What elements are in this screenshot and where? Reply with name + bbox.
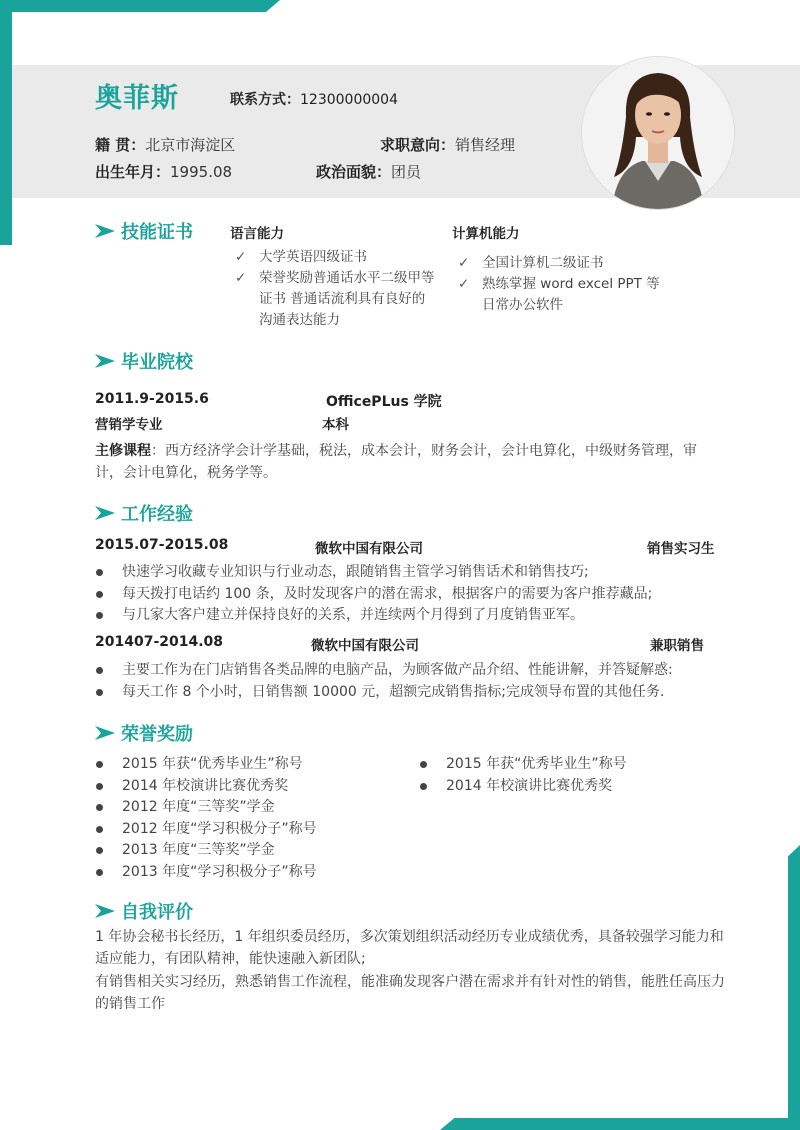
job-duties-list	[92, 660, 732, 703]
courses-label: 主修课程	[95, 443, 151, 459]
degree: 本科	[322, 417, 349, 433]
honors-list-right	[416, 754, 716, 797]
list-item: ✓ 全国计算机二级证书	[458, 253, 663, 274]
bullet-icon	[420, 783, 427, 790]
job-period: 201407-2014.08	[95, 634, 224, 650]
contact-label: 联系方式：	[230, 92, 300, 108]
section-title-skills	[95, 218, 193, 244]
bullet-icon	[96, 869, 103, 876]
intent-label: 求职意向：	[380, 136, 456, 154]
job-role: 兼职销售	[650, 638, 704, 654]
portrait-photo	[582, 57, 734, 209]
birth-value: 1995.08	[170, 163, 233, 181]
list-item: 快速学习收藏专业知识与行业动态，跟随销售主管学习销售话术和销售技巧;	[92, 562, 732, 584]
bullet-icon	[96, 847, 103, 854]
contact-line	[230, 89, 398, 109]
list-item: 2013 年度“学习积极分子”称号	[92, 862, 412, 884]
bullet-icon	[96, 591, 103, 598]
list-item: 2012 年度“学习积极分子”称号	[92, 819, 412, 841]
native-value: 北京市海淀区	[145, 136, 236, 154]
list-item: 与几家大客户建立并保持良好的关系，并连续两个月得到了月度销售亚军。	[92, 605, 732, 627]
list-item: 每天拨打电话约 100 条，及时发现客户的潜在需求，根据客户的需要为客户推荐藏品;	[92, 584, 732, 606]
corner-frame-bottom-right-horizontal	[440, 1118, 800, 1130]
list-item: ✓ 大学英语四级证书	[235, 247, 435, 268]
corner-frame-top-left-vertical	[0, 0, 12, 245]
section-title-honors	[95, 720, 193, 746]
section-title-self-evaluation	[95, 898, 193, 924]
birth-label: 出生年月：	[95, 163, 171, 181]
job-period: 2015.07-2015.08	[95, 537, 229, 553]
job-company: 微软中国有限公司	[315, 541, 423, 557]
courses-text: ：西方经济学会计学基础，税法，成本会计，财务会计，会计电算化，中级财务管理，审计，会计电算化，税务学等。	[95, 443, 697, 481]
bullet-icon	[96, 689, 103, 696]
bullet-icon	[96, 761, 103, 768]
job-intent	[380, 134, 515, 155]
list-item: ✓ 荣誉奖励普通话水平二级甲等证书 普通话流利具有良好的沟通表达能力	[235, 270, 435, 328]
check-icon: ✓	[235, 270, 247, 286]
corner-frame-top-left-horizontal	[0, 0, 280, 12]
language-skill-heading: 语言能力	[230, 226, 284, 242]
birth-date	[95, 161, 232, 182]
major: 营销学专业	[95, 417, 163, 433]
bullet-icon	[96, 826, 103, 833]
list-item: 2015 年获“优秀毕业生”称号	[92, 754, 412, 776]
list-item: 主要工作为在门店销售各类品牌的电脑产品，为顾客做产品介绍、性能讲解，并答疑解惑:	[92, 660, 732, 682]
native-place	[95, 134, 235, 155]
computer-skill-list	[458, 253, 663, 316]
section-title-education	[95, 348, 193, 374]
school-name: OfficePLus 学院	[326, 394, 442, 410]
section-title-work	[95, 500, 193, 526]
bullet-icon	[420, 761, 427, 768]
education-period: 2011.9-2015.6	[95, 391, 209, 407]
bullet-icon	[96, 804, 103, 811]
intent-value: 销售经理	[455, 136, 516, 154]
bullet-icon	[96, 783, 103, 790]
check-icon: ✓	[458, 276, 470, 292]
chevron-right-icon	[95, 726, 115, 740]
corner-frame-bottom-right-vertical	[788, 845, 800, 1130]
political-value: 团员	[391, 163, 422, 181]
language-skill-list	[235, 247, 435, 331]
honors-list-left	[92, 754, 412, 883]
check-icon: ✓	[235, 249, 247, 265]
skills-title-text: 技能证书	[121, 222, 193, 243]
work-title-text: 工作经验	[121, 504, 193, 525]
political-status	[316, 161, 421, 182]
honors-title-text: 荣誉奖励	[121, 724, 193, 745]
list-item: 2012 年度“三等奖”学金	[92, 797, 412, 819]
list-item: 每天工作 8 个小时，日销售额 10000 元，超额完成销售指标;完成领导布置的其他任务.	[92, 682, 732, 704]
native-label: 籍 贯：	[95, 136, 146, 154]
job-role: 销售实习生	[647, 541, 715, 557]
self-eval-paragraph: 有销售相关实习经历，熟悉销售工作流程，能准确发现客户潜在需求并有针对性的销售，能胜任高压力的销售工作	[95, 974, 725, 1012]
avatar	[582, 57, 734, 209]
list-item: 2015 年获“优秀毕业生”称号	[416, 754, 716, 776]
job-duties-list	[92, 562, 732, 627]
bullet-icon	[96, 667, 103, 674]
list-item: 2014 年校演讲比赛优秀奖	[92, 776, 412, 798]
self-eval-title-text: 自我评价	[121, 902, 193, 923]
list-item: ✓ 熟练掌握 word excel PPT 等日常办公软件	[458, 276, 660, 313]
job-company: 微软中国有限公司	[311, 638, 419, 654]
chevron-right-icon	[95, 904, 115, 918]
political-label: 政治面貌：	[316, 163, 392, 181]
list-item: 2014 年校演讲比赛优秀奖	[416, 776, 716, 798]
computer-skill-heading: 计算机能力	[452, 226, 520, 242]
check-icon: ✓	[458, 255, 470, 271]
list-item: 2013 年度“三等奖”学金	[92, 840, 412, 862]
contact-value: 12300000004	[300, 92, 398, 108]
main-courses	[95, 440, 720, 484]
education-title-text: 毕业院校	[121, 352, 193, 373]
bullet-icon	[96, 569, 103, 576]
self-eval-paragraph: 1 年协会秘书长经历，1 年组织委员经历，多次策划组织活动经历专业成绩优秀，具备较强学习能力和适应能力，有团队精神，能快速融入新团队;	[95, 929, 724, 967]
chevron-right-icon	[95, 506, 115, 520]
candidate-name: 奥菲斯	[95, 83, 179, 114]
chevron-right-icon	[95, 354, 115, 368]
bullet-icon	[96, 612, 103, 619]
chevron-right-icon	[95, 224, 115, 238]
